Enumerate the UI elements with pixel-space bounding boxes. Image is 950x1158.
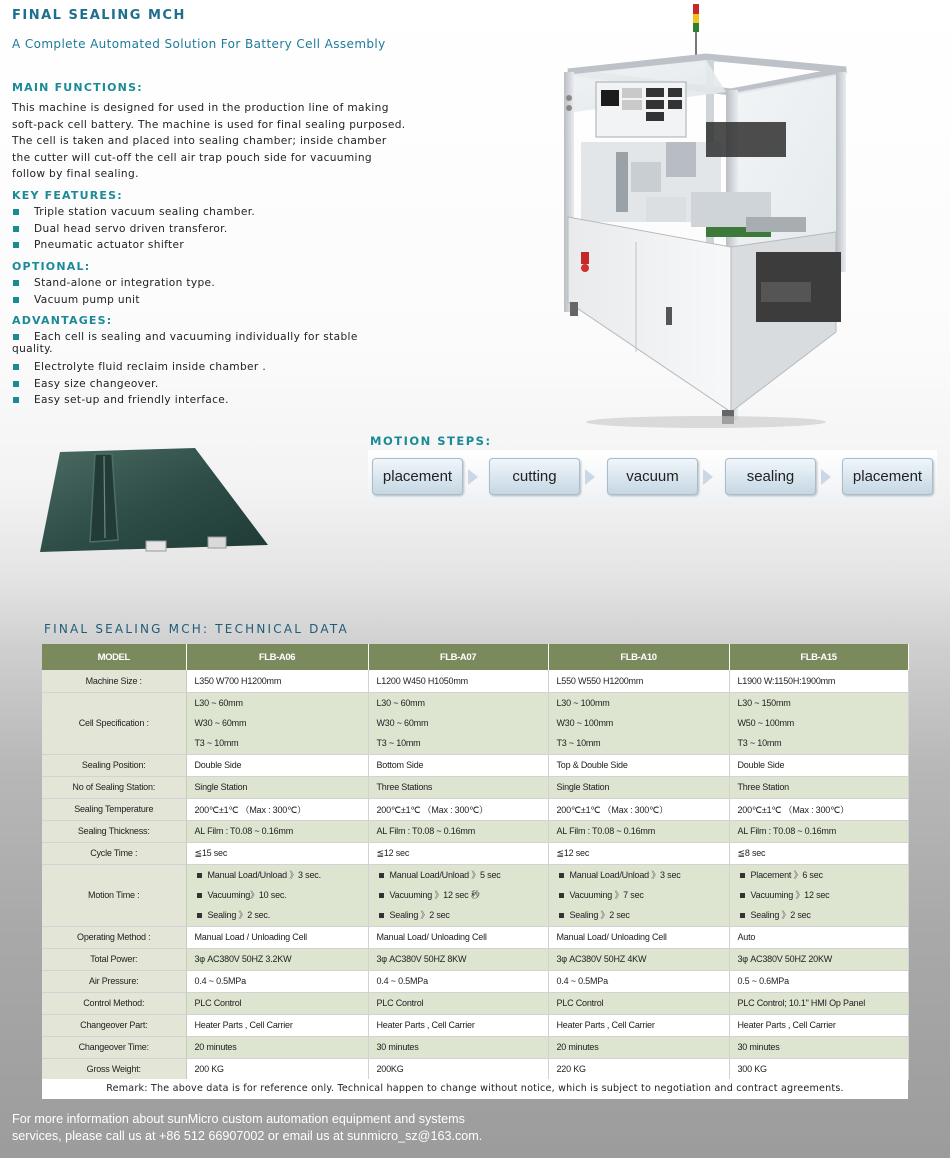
row-label: Total Power: [42,948,186,970]
table-cell: 0.4 ~ 0.5MPa [548,970,729,992]
table-cell: Heater Parts , Cell Carrier [368,1014,548,1036]
table-row [42,864,908,926]
row-label: Cell Specification : [42,692,186,754]
list-item: Electrolyte fluid reclaim inside chamber . [12,359,362,376]
table-cell: Manual Load / Unloading Cell [186,926,368,948]
bullet-icon [379,893,384,898]
table-cell: L350 W700 H1200mm [186,670,368,692]
step-vacuum: vacuum [607,458,698,495]
table-row [42,820,908,842]
bullet-icon [197,893,202,898]
table-row [42,1014,908,1036]
key-features-heading: KEY FEATURES: [12,189,123,202]
table-cell: 0.4 ~ 0.5MPa [368,970,548,992]
table-cell: 200℃±1℃ （Max : 300℃） [548,798,729,820]
table-cell: PLC Control; 10.1" HMI Op Panel [729,992,908,1014]
table-cell: L1200 W450 H1050mm [368,670,548,692]
list-item: Dual head servo driven transferor. [12,221,392,238]
table-row [42,776,908,798]
table-cell: PLC Control [186,992,368,1014]
table-cell: L30 ~ 150mm W50 ~ 100mm T3 ~ 10mm [729,692,908,754]
step-placement: placement [372,458,463,495]
table-cell: 3φ AC380V 50HZ 8KW [368,948,548,970]
table-cell: PLC Control [368,992,548,1014]
list-item: Easy set-up and friendly interface. [12,392,362,409]
optional-heading: OPTIONAL: [12,260,91,273]
table-header-row [42,644,908,670]
table-cell: Manual Load/Unload 》3 sec Vacuuming 》7 sec Sealing 》2 sec [548,864,729,926]
table-cell: Top & Double Side [548,754,729,776]
bullet-icon [379,913,384,918]
table-row [42,970,908,992]
row-label: Control Method: [42,992,186,1014]
bullet-icon [197,873,202,878]
table-cell: ≦8 sec [729,842,908,864]
optional-list [12,275,392,308]
table-cell: L30 ~ 60mm W30 ~ 60mm T3 ~ 10mm [368,692,548,754]
table-row [42,948,908,970]
table-cell: 200℃±1℃ （Max : 300℃） [729,798,908,820]
table-cell: AL Film : T0.08 ~ 0.16mm [729,820,908,842]
main-functions-heading: MAIN FUNCTIONS: [12,81,143,94]
battery-cell-image [30,440,270,565]
table-cell: 20 minutes [186,1036,368,1058]
bullet-icon [197,913,202,918]
list-item: Vacuum pump unit [12,292,392,309]
footer-line: For more information about sunMicro custom automation equipment and systems [12,1112,465,1126]
arrow-right-icon [585,469,595,485]
column-header: FLB-A10 [548,644,729,670]
arrow-right-icon [703,469,713,485]
table-cell: 300 KG [729,1058,908,1079]
table-cell: AL Film : T0.08 ~ 0.16mm [186,820,368,842]
bullet-icon [740,913,745,918]
table-cell: 0.5 ~ 0.6MPa [729,970,908,992]
table-cell: 200KG [368,1058,548,1079]
column-header: FLB-A15 [729,644,908,670]
step-placement-final: placement [842,458,933,495]
list-item: Each cell is sealing and vacuuming individually for stable quality. [12,331,358,355]
row-label: Sealing Thickness: [42,820,186,842]
table-cell: ≦12 sec [548,842,729,864]
table-row [42,1058,908,1079]
column-header: FLB-A07 [368,644,548,670]
table-cell: Manual Load/ Unloading Cell [368,926,548,948]
row-label: Sealing Position: [42,754,186,776]
table-cell: 220 KG [548,1058,729,1079]
table-cell: Heater Parts , Cell Carrier [186,1014,368,1036]
bullet-icon [13,297,19,303]
table-cell: 3φ AC380V 50HZ 4KW [548,948,729,970]
list-item: Triple station vacuum sealing chamber. [12,204,392,221]
bullet-icon [13,226,19,232]
table-row [42,842,908,864]
table-cell: L30 ~ 100mm W30 ~ 100mm T3 ~ 10mm [548,692,729,754]
list-item: Easy size changeover. [12,376,362,393]
bullet-icon [13,242,19,248]
bullet-icon [13,364,19,370]
table-row [42,926,908,948]
table-cell: Bottom Side [368,754,548,776]
row-label: Changeover Time: [42,1036,186,1058]
technical-data-heading: FINAL SEALING MCH: TECHNICAL DATA [44,622,349,636]
row-label: Cycle Time : [42,842,186,864]
table-cell: PLC Control [548,992,729,1014]
table-cell: Placement 》6 sec Vacuuming 》12 sec Sealing 》2 sec [729,864,908,926]
step-cutting: cutting [489,458,580,495]
table-cell: Manual Load/ Unloading Cell [548,926,729,948]
row-label: Operating Method : [42,926,186,948]
table-row [42,1036,908,1058]
table-cell: Manual Load/Unload 》3 sec. Vacuuming》10 sec. Sealing 》2 sec. [186,864,368,926]
arrow-right-icon [468,469,478,485]
table-cell: Single Station [186,776,368,798]
table-cell: ≦12 sec [368,842,548,864]
footer-line: services, please call us at +86 512 66907002 or email us at sunmicro_sz@163.com. [12,1129,483,1143]
page-subtitle: A Complete Automated Solution For Battery Cell Assembly [12,37,386,51]
table-cell: 20 minutes [548,1036,729,1058]
bullet-icon [13,209,19,215]
table-row [42,754,908,776]
remark-note: Remark: The above data is for reference only. Technical happen to change without notice, which is subject to negotiation and contract agreements. [42,1079,908,1099]
table-cell: Single Station [548,776,729,798]
main-functions-text: This machine is designed for used in the production line of making soft-pack cell battery. The machine is used for final sealing purposed. The cell is taken and placed into sealing chamber; inside chamber the cutter will cut-off the cell air trap pouch side for vacuuming follow by final sealing. [12,102,406,180]
step-sealing: sealing [725,458,816,495]
table-cell: Auto [729,926,908,948]
machine-image [556,2,866,430]
bullet-icon [13,397,19,403]
table-cell: AL Film : T0.08 ~ 0.16mm [548,820,729,842]
table-cell: L550 W550 H1200mm [548,670,729,692]
table-cell: Manual Load/Unload 》5 sec Vacuuming 》12 sec 秒 Sealing 》2 sec [368,864,548,926]
table-cell: L1900 W:1150H:1900mm [729,670,908,692]
table-cell: Three Station [729,776,908,798]
motion-steps-diagram [368,450,937,504]
bullet-icon [13,280,19,286]
key-features-list [12,204,392,254]
row-label: Motion Time : [42,864,186,926]
row-label: Gross Weight: [42,1058,186,1079]
table-cell: ≦15 sec [186,842,368,864]
bullet-icon [559,873,564,878]
column-header: FLB-A06 [186,644,368,670]
table-cell: 200℃±1℃ （Max : 300℃） [186,798,368,820]
row-label: Air Pressure: [42,970,186,992]
table-cell: Double Side [729,754,908,776]
table-cell: 30 minutes [729,1036,908,1058]
table-cell: Heater Parts , Cell Carrier [548,1014,729,1036]
arrow-right-icon [821,469,831,485]
table-cell: AL Film : T0.08 ~ 0.16mm [368,820,548,842]
table-cell: 0.4 ~ 0.5MPa [186,970,368,992]
table-row [42,798,908,820]
bullet-icon [559,893,564,898]
table-cell: 3φ AC380V 50HZ 20KW [729,948,908,970]
row-label: Sealing Temperature [42,798,186,820]
table-row [42,692,908,754]
bullet-icon [740,893,745,898]
page-title: FINAL SEALING MCH [12,8,186,23]
column-header: MODEL [42,644,186,670]
advantages-list [12,331,362,409]
table-cell: 200℃±1℃ （Max : 300℃） [368,798,548,820]
table-row [42,992,908,1014]
row-label: Machine Size : [42,670,186,692]
motion-steps-heading: MOTION STEPS: [370,434,492,448]
contact-footer [12,1111,482,1145]
table-row [42,670,908,692]
table-cell: Three Stations [368,776,548,798]
table-cell: 3φ AC380V 50HZ 3.2KW [186,948,368,970]
list-item: Stand-alone or integration type. [12,275,392,292]
bullet-icon [379,873,384,878]
list-item: Pneumatic actuator shifter [12,237,392,254]
bullet-icon [13,334,19,340]
technical-data-table [42,644,909,1080]
table-cell: L30 ~ 60mm W30 ~ 60mm T3 ~ 10mm [186,692,368,754]
bullet-icon [13,381,19,387]
bullet-icon [559,913,564,918]
table-cell: Double Side [186,754,368,776]
row-label: Changeover Part: [42,1014,186,1036]
table-cell: Heater Parts , Cell Carrier [729,1014,908,1036]
bullet-icon [740,873,745,878]
row-label: No of Sealing Station: [42,776,186,798]
table-cell: 30 minutes [368,1036,548,1058]
table-cell: 200 KG [186,1058,368,1079]
advantages-heading: ADVANTAGES: [12,314,113,327]
